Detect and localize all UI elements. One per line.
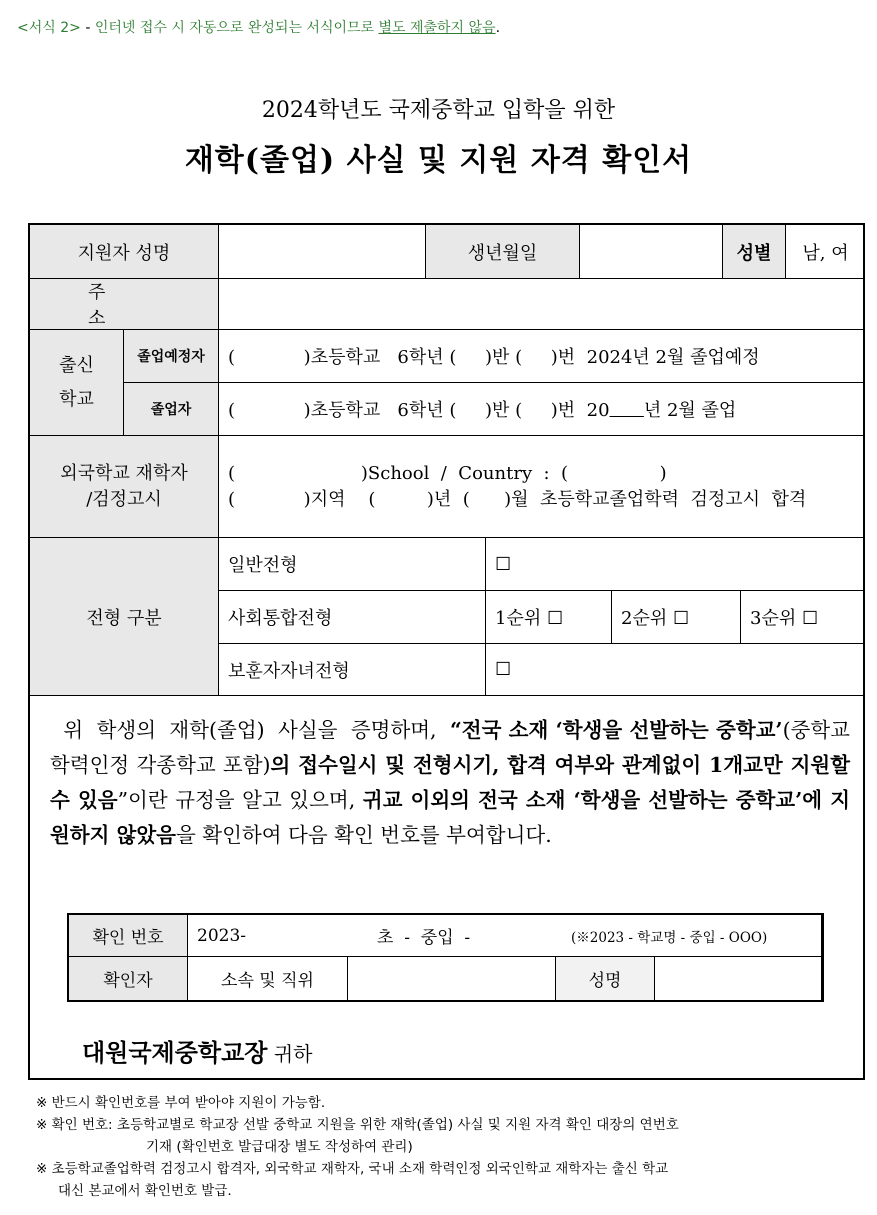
expected-graduate-label: 졸업예정자 [124, 330, 219, 383]
origin-school-label: 출신 학교 [30, 330, 124, 436]
document-title-line2: 재학(졸업) 사실 및 지원 자격 확인서 [184, 143, 693, 178]
footnotes [36, 1092, 871, 1202]
note-period: . [495, 20, 501, 36]
addressee-suffix: 귀하 [267, 1042, 313, 1066]
address-field[interactable] [219, 279, 865, 330]
graduate-text-a: ( )초등학교 6학년 ( )반 ( )번 20 [228, 400, 610, 421]
form-header-note [17, 17, 500, 37]
confirmation-number-example: (※2023 - 학교명 - 중입 - OOO) [571, 929, 768, 946]
general-admission-label: 일반전형 [219, 538, 486, 591]
addressee-school: 대원국제중학교장 [82, 1038, 268, 1067]
rank3-checkbox[interactable]: 3순위 ☐ [741, 591, 865, 644]
gender-options[interactable]: 남, 여 [786, 225, 865, 279]
application-form-box [28, 223, 865, 1080]
veteran-child-checkbox[interactable]: ☐ [486, 644, 865, 696]
foreign-school-label: 외국학교 재학자 /검정고시 [30, 436, 219, 538]
social-integration-label: 사회통합전형 [219, 591, 486, 644]
applicant-name-field[interactable] [219, 225, 426, 279]
confirmer-name-field[interactable] [655, 957, 822, 1000]
decl-bold3: 귀교 이외의 전국 소재 ‘학생을 선발하는 중학교’에 지원하지 않았음 [50, 788, 851, 847]
veteran-child-label: 보훈자자녀전형 [219, 644, 486, 696]
decl-part1: 위 학생의 재학(졸업) 사실을 증명하며, [50, 718, 450, 742]
confirmer-name-label: 성명 [556, 957, 655, 1000]
graduate-year-blank[interactable] [610, 399, 644, 420]
confirmation-table [67, 913, 824, 1002]
decl-part2: (중학교 학력인정 각종학교 포함) [50, 718, 850, 777]
rank1-checkbox[interactable]: 1순위 ☐ [486, 591, 612, 644]
decl-bold1: “전국 소재 ‘학생을 선발하는 중학교’ [449, 718, 783, 742]
footnote-2-cont: 기재 (확인번호 발급대장 별도 작성하여 관리) [146, 1139, 413, 1155]
gender-label: 성별 [723, 225, 786, 279]
graduate-field[interactable] [219, 383, 865, 436]
foreign-school-line2: ( )지역 ( )년 ( )월 초등학교졸업학력 검정고시 합격 [228, 488, 807, 510]
rank2-checkbox[interactable]: 2순위 ☐ [612, 591, 741, 644]
note-dash: - [80, 20, 95, 36]
addressee [82, 1033, 312, 1068]
general-admission-checkbox[interactable]: ☐ [486, 538, 865, 591]
affiliation-label: 소속 및 직위 [188, 957, 348, 1000]
address-label: 주 소 [30, 279, 219, 330]
confirmation-number-label: 확인 번호 [69, 915, 188, 957]
footnote-1: ※ 반드시 확인번호를 부여 받아야 지원이 가능함. [36, 1095, 326, 1111]
footnote-2: ※ 확인 번호: 초등학교별로 학교장 선발 중학교 지원을 위한 재학(졸업) 사실 및 지원 자격 확인 대장의 연번호 [36, 1117, 679, 1133]
affiliation-field[interactable] [348, 957, 556, 1000]
footnote-3-cont: 대신 본교에서 확인번호 발급. [58, 1183, 232, 1199]
birthdate-field[interactable] [580, 225, 723, 279]
graduate-label: 졸업자 [124, 383, 219, 436]
note-description: 인터넷 접수 시 자동으로 완성되는 서식이므로 [94, 20, 379, 36]
note-emphasis: 별도 제출하지 않음 [378, 20, 496, 36]
footnote-3: ※ 초등학교졸업학력 검정고시 합격자, 외국학교 재학자, 국내 소재 학력인정 외국인학교 재학자는 출신 학교 [36, 1161, 669, 1177]
document-title-line1: 2024학년도 국제중학교 입학을 위한 [261, 98, 616, 123]
confirmation-number-prefix: 2023- [197, 925, 247, 946]
declaration-text [50, 713, 850, 853]
decl-part3: ”이란 규정을 알고 있으며, [117, 788, 363, 812]
confirmer-label: 확인자 [69, 957, 188, 1000]
graduate-text-b: 년 2월 졸업 [643, 400, 737, 421]
applicant-name-label: 지원자 성명 [30, 225, 219, 279]
decl-bold2: 의 접수일시 및 전형시기, 합격 여부와 관계없이 1개교만 지원할 수 있음 [50, 753, 851, 812]
admission-type-label: 전형 구분 [30, 538, 219, 696]
expected-graduate-field[interactable]: ( )초등학교 6학년 ( )반 ( )번 2024년 2월 졸업예정 [219, 330, 865, 383]
birthdate-label: 생년월일 [426, 225, 580, 279]
confirmation-number-field[interactable] [188, 915, 822, 957]
foreign-school-field[interactable] [219, 436, 865, 538]
decl-part4: 을 확인하여 다음 확인 번호를 부여합니다. [175, 823, 552, 847]
foreign-school-line1: ( )School / Country : ( ) [228, 462, 667, 484]
confirmation-number-mid: 초 - 중입 - [377, 928, 471, 948]
form-number: <서식 2> [17, 20, 81, 36]
